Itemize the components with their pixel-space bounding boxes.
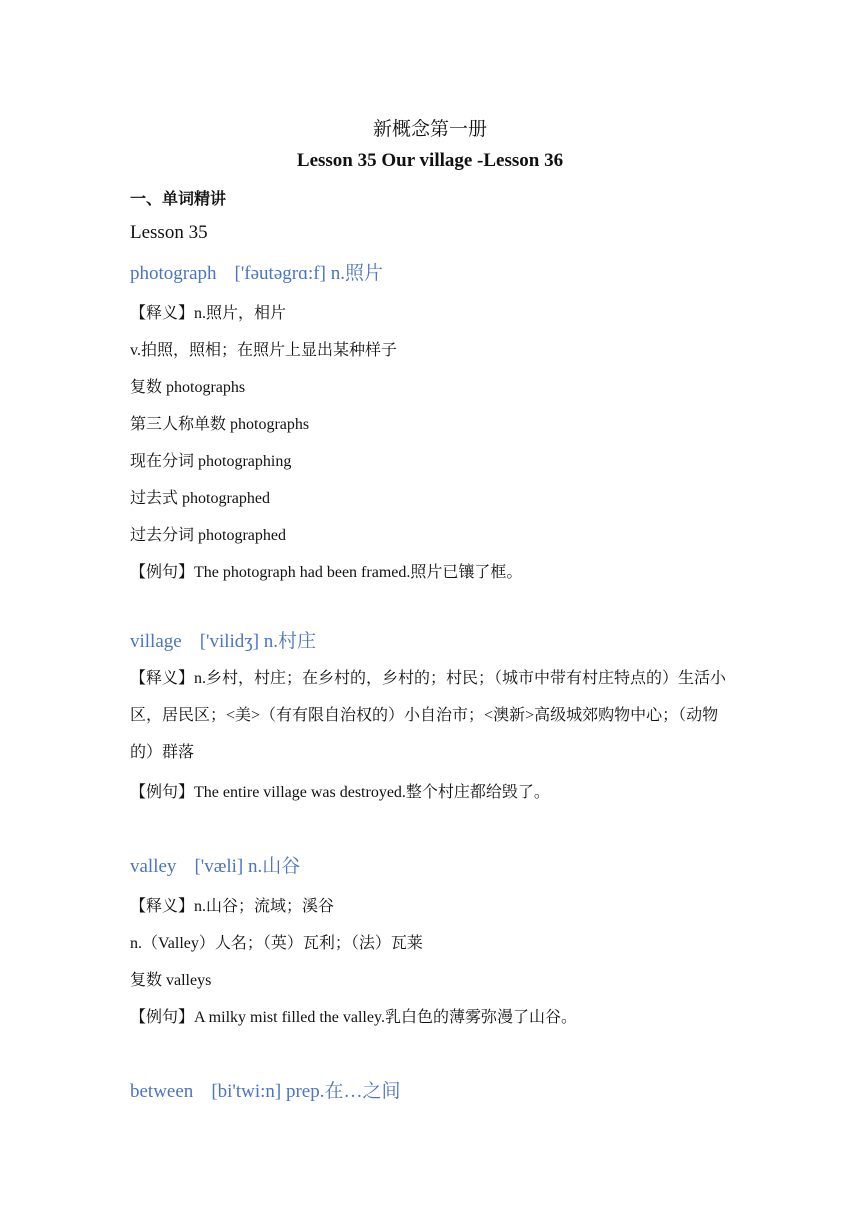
entry-example: 【例句】The photograph had been framed.照片已镶了框。 [130, 564, 523, 581]
entry-line: 过去分词 photographed [130, 527, 286, 544]
entry-word: photograph [130, 263, 217, 284]
entry-phonetic: ['vilidʒ] n.村庄 [199, 631, 317, 652]
entry-heading-between [130, 1076, 401, 1103]
entry-heading-village [130, 626, 316, 653]
lesson-label: Lesson 35 [130, 222, 208, 243]
document-title-english: Lesson 35 Our village -Lesson 36 [296, 150, 564, 171]
entry-line: 过去式 photographed [130, 490, 270, 507]
entry-heading-valley [130, 851, 300, 878]
entry-line: n.（Valley）人名；（英）瓦利；（法）瓦莱 [130, 935, 423, 952]
entry-example: 【例句】A milky mist filled the valley.乳白色的薄雾弥漫了山谷。 [130, 1009, 577, 1026]
document-title-chinese: 新概念第一册 [372, 119, 487, 140]
entry-word: village [130, 631, 182, 652]
entry-phonetic: [bi'twi:n] prep.在…之间 [211, 1081, 401, 1102]
entry-heading-photograph [130, 258, 383, 285]
entry-definition: 【释义】n.乡村，村庄；在乡村的，乡村的；村民；（城市中带有村庄特点的）生活小区，居民区；<美>（有有限自治权的）小自治市；<澳新>高级城郊购物中心；（动物的）群落 [130, 670, 727, 761]
entry-line: 【释义】n.照片，相片 [130, 305, 287, 322]
entry-line: 第三人称单数 photographs [130, 416, 310, 433]
entry-line: 【释义】n.山谷；流域；溪谷 [130, 898, 335, 915]
entry-word: between [130, 1081, 194, 1102]
entry-line: 现在分词 photographing [130, 453, 292, 470]
entry-example: 【例句】The entire village was destroyed.整个村庄都给毁了。 [130, 784, 550, 801]
entry-word: valley [130, 856, 177, 877]
entry-phonetic: ['fəutəgrɑ:f] n.照片 [234, 263, 383, 284]
section-heading: 一、单词精讲 [130, 191, 227, 208]
entry-line: 复数 valleys [130, 972, 212, 989]
entry-line: 复数 photographs [130, 379, 246, 396]
entry-phonetic: ['væli] n.山谷 [194, 856, 301, 877]
entry-line: v.拍照，照相；在照片上显出某种样子 [130, 342, 397, 359]
